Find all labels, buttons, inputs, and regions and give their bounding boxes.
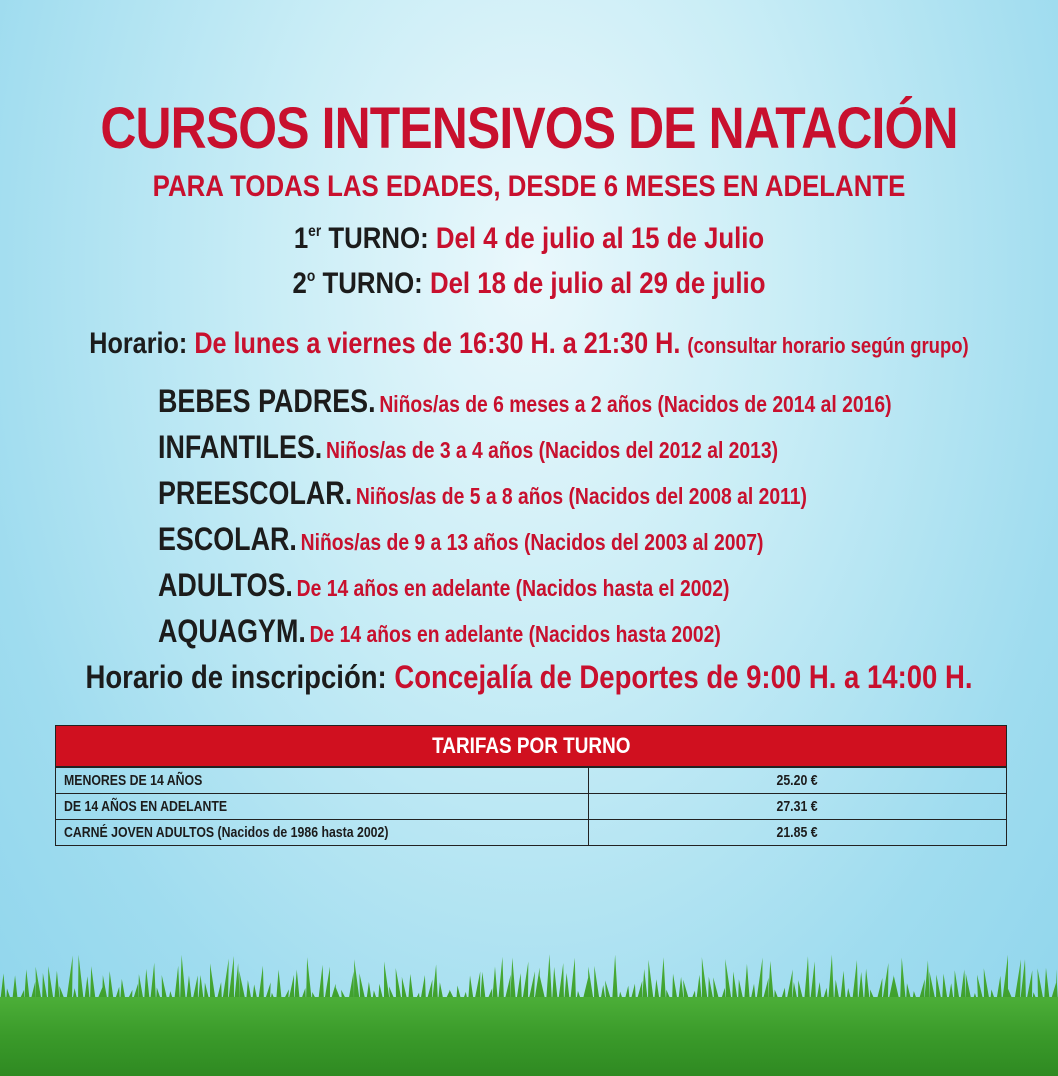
group-name: PREESCOLAR. [158,475,353,511]
turno-2-label: TURNO: [315,267,423,300]
group-name: INFANTILES. [158,429,323,465]
row-price: 25.20 € [776,772,819,789]
row-price: 27.31 € [776,798,819,815]
horario-label: Horario: [89,327,188,360]
group-desc: Niños/as de 9 a 13 años (Nacidos del 2003 al 2007) [300,529,764,555]
poster-title: CURSOS INTENSIVOS DE NATACIÓN [100,96,958,161]
turno-1-sup: er [308,223,322,240]
tarifas-table [55,725,1007,846]
horario-line [85,329,974,359]
group-name: BEBES PADRES. [158,383,376,419]
group-item [158,521,892,567]
row-concept: CARNÉ JOVEN ADULTOS (Nacidos de 1986 hasta 2002) [64,824,389,841]
row-concept: DE 14 AÑOS EN ADELANTE [64,798,228,815]
inscripcion-line [74,661,984,693]
turno-2 [74,269,984,299]
row-price-cell [589,820,1006,845]
group-name: ADULTOS. [158,567,293,603]
group-item [158,567,892,613]
groups-list [158,383,1031,659]
horario-note: (consultar horario según grupo) [687,333,969,358]
turno-1-dates: Del 4 de julio al 15 de Julio [435,222,765,255]
turno-1-num: 1 [293,222,309,255]
row-concept-cell [56,794,589,819]
group-name: AQUAGYM. [158,613,306,649]
tarifas-header [56,726,1006,767]
table-row [56,793,1006,819]
row-price: 21.85 € [776,824,819,841]
inscripcion-value: Concejalía de Deportes de 9:00 H. a 14:00 H. [394,659,973,695]
group-desc: Niños/as de 3 a 4 años (Nacidos del 2012 al 2013) [326,437,779,463]
grass-illustration [0,945,1058,1076]
group-desc: De 14 años en adelante (Nacidos hasta 2002) [309,621,721,647]
horario-value: De lunes a viernes de 16:30 H. a 21:30 H. [194,327,681,360]
poster-subtitle: PARA TODAS LAS EDADES, DESDE 6 MESES EN ADELANTE [152,170,906,203]
row-concept-cell [56,820,589,845]
group-item [158,475,892,521]
turno-1-label: TURNO: [321,222,429,255]
turno-2-num: 2 [292,267,307,300]
row-concept: MENORES DE 14 AÑOS [64,772,203,789]
turno-2-dates: Del 18 de julio al 29 de julio [429,267,766,300]
row-price-cell [589,768,1006,793]
row-price-cell [589,794,1006,819]
group-desc: De 14 años en adelante (Nacidos hasta el 2002) [296,575,730,601]
turno-2-sup: o [306,268,316,285]
table-row [56,767,1006,793]
group-item [158,613,892,659]
group-desc: Niños/as de 6 meses a 2 años (Nacidos de 2014 al 2016) [379,391,892,417]
turno-1 [74,224,984,254]
inscripcion-label: Horario de inscripción: [85,659,387,695]
group-name: ESCOLAR. [158,521,297,557]
table-row [56,819,1006,845]
row-concept-cell [56,768,589,793]
group-desc: Niños/as de 5 a 8 años (Nacidos del 2008 al 2011) [355,483,807,509]
tarifas-header-label: TARIFAS POR TURNO [431,733,631,758]
group-item [158,383,892,429]
group-item [158,429,892,475]
